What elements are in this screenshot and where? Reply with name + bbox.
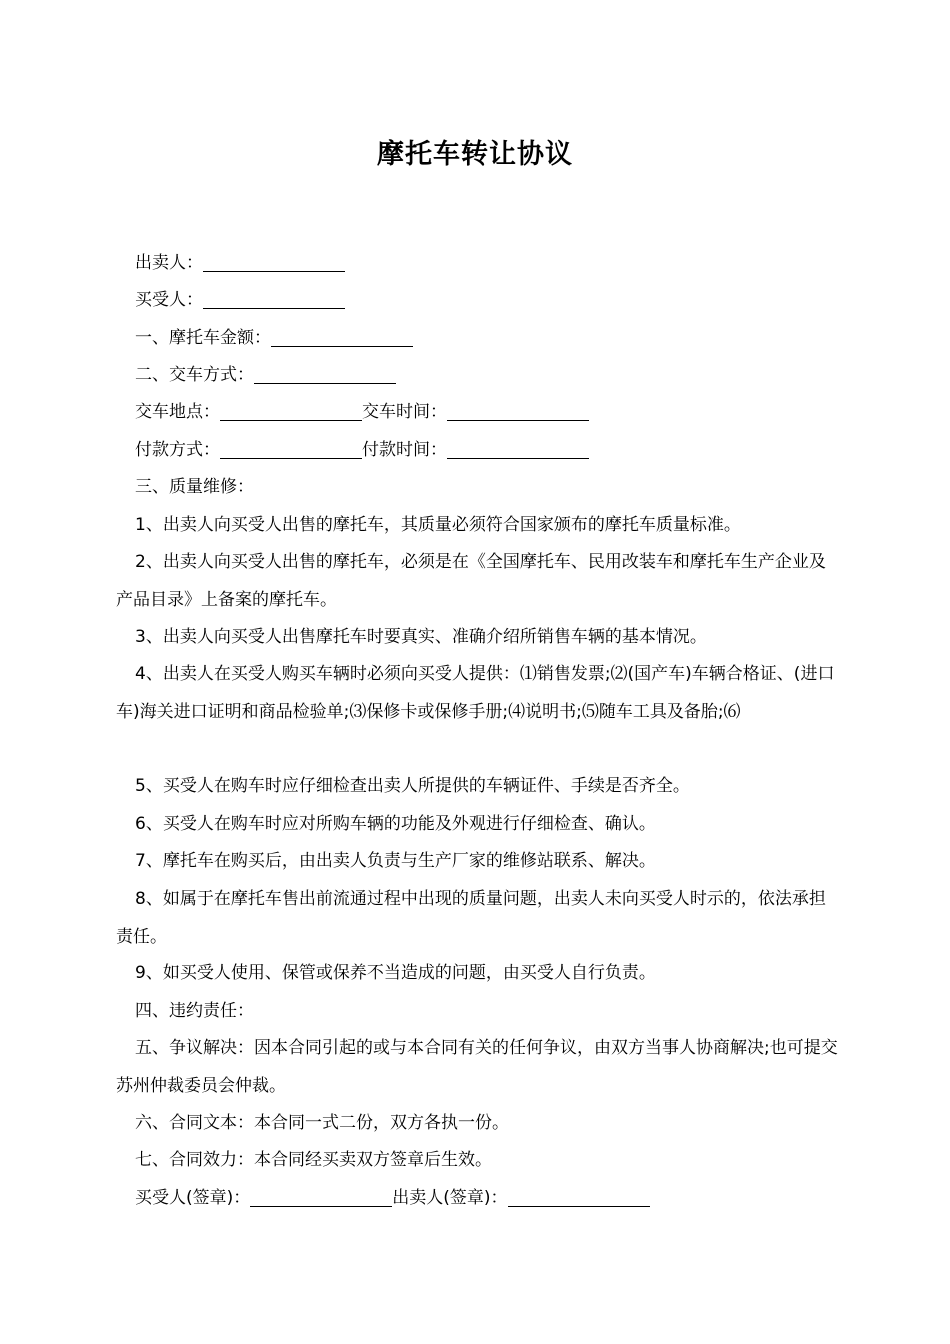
- amount-blank[interactable]: [271, 328, 413, 347]
- seller-line: [116, 245, 857, 283]
- delivery-time-label: 交车时间：: [362, 402, 447, 422]
- payment-time-blank[interactable]: [447, 440, 589, 459]
- payment-method-label: 付款方式：: [135, 440, 220, 460]
- section-1: [116, 320, 857, 358]
- signature-line: [116, 1180, 857, 1218]
- delivery-time-blank[interactable]: [447, 402, 589, 421]
- quality-item-8: 8、如属于在摩托车售出前流通过程中出现的质量问题，出卖人未向买受人时示的，依法承担责任。: [116, 889, 826, 947]
- quality-item-1: 1、出卖人向买受人出售的摩托车，其质量必须符合国家颁布的摩托车质量标准。: [135, 515, 741, 535]
- section-2: [116, 357, 857, 395]
- seller-label: 出卖人：: [135, 253, 203, 273]
- quality-item-4: 4、出卖人在买受人购买车辆时必须向买受人提供：⑴销售发票;⑵(国产车)车辆合格证、(进口车)海关进口证明和商品检验单;⑶保修卡或保修手册;⑷说明书;⑸随车工具及备胎;⑹: [116, 664, 835, 722]
- buyer-line: [116, 282, 857, 320]
- quality-item-7: 7、摩托车在购买后，由出卖人负责与生产厂家的维修站联系、解决。: [135, 851, 656, 871]
- seller-blank[interactable]: [203, 253, 345, 272]
- quality-item-9: 9、如买受人使用、保管或保养不当造成的问题，由买受人自行负责。: [135, 963, 656, 983]
- section-2-label: 二、交车方式：: [135, 365, 254, 385]
- seller-sign-blank[interactable]: [508, 1188, 650, 1207]
- payment-time-label: 付款时间：: [362, 440, 447, 460]
- quality-item-6: 6、买受人在购车时应对所购车辆的功能及外观进行仔细检查、确认。: [135, 814, 656, 834]
- delivery-place-label: 交车地点：: [135, 402, 220, 422]
- delivery-line: [116, 394, 857, 432]
- delivery-place-blank[interactable]: [220, 402, 362, 421]
- quality-item-3: 3、出卖人向买受人出售摩托车时要真实、准确介绍所销售车辆的基本情况。: [135, 627, 707, 647]
- section-7: 七、合同效力：本合同经买卖双方签章后生效。: [135, 1150, 492, 1170]
- payment-method-blank[interactable]: [220, 440, 362, 459]
- payment-line: [116, 432, 857, 470]
- section-6: 六、合同文本：本合同一式二份，双方各执一份。: [135, 1113, 509, 1133]
- section-4: 四、违约责任：: [135, 1001, 254, 1021]
- quality-item-5: 5、买受人在购车时应仔细检查出卖人所提供的车辆证件、手续是否齐全。: [135, 776, 690, 796]
- delivery-method-blank[interactable]: [254, 365, 396, 384]
- buyer-sign-label: 买受人(签章)：: [135, 1188, 251, 1208]
- seller-sign-label: 出卖人(签章)：: [392, 1188, 508, 1208]
- buyer-blank[interactable]: [203, 290, 345, 309]
- buyer-sign-blank[interactable]: [250, 1188, 392, 1207]
- quality-item-2: 2、出卖人向买受人出售的摩托车，必须是在《全国摩托车、民用改装车和摩托车生产企业及产品目录》上备案的摩托车。: [116, 552, 826, 610]
- buyer-label: 买受人：: [135, 290, 203, 310]
- section-3: 三、质量维修：: [135, 477, 254, 497]
- section-5: 五、争议解决：因本合同引起的或与本合同有关的任何争议，由双方当事人协商解决;也可提交苏州仲裁委员会仲裁。: [116, 1038, 838, 1096]
- document-title: 摩托车转让协议: [377, 139, 573, 170]
- section-1-label: 一、摩托车金额：: [135, 328, 271, 348]
